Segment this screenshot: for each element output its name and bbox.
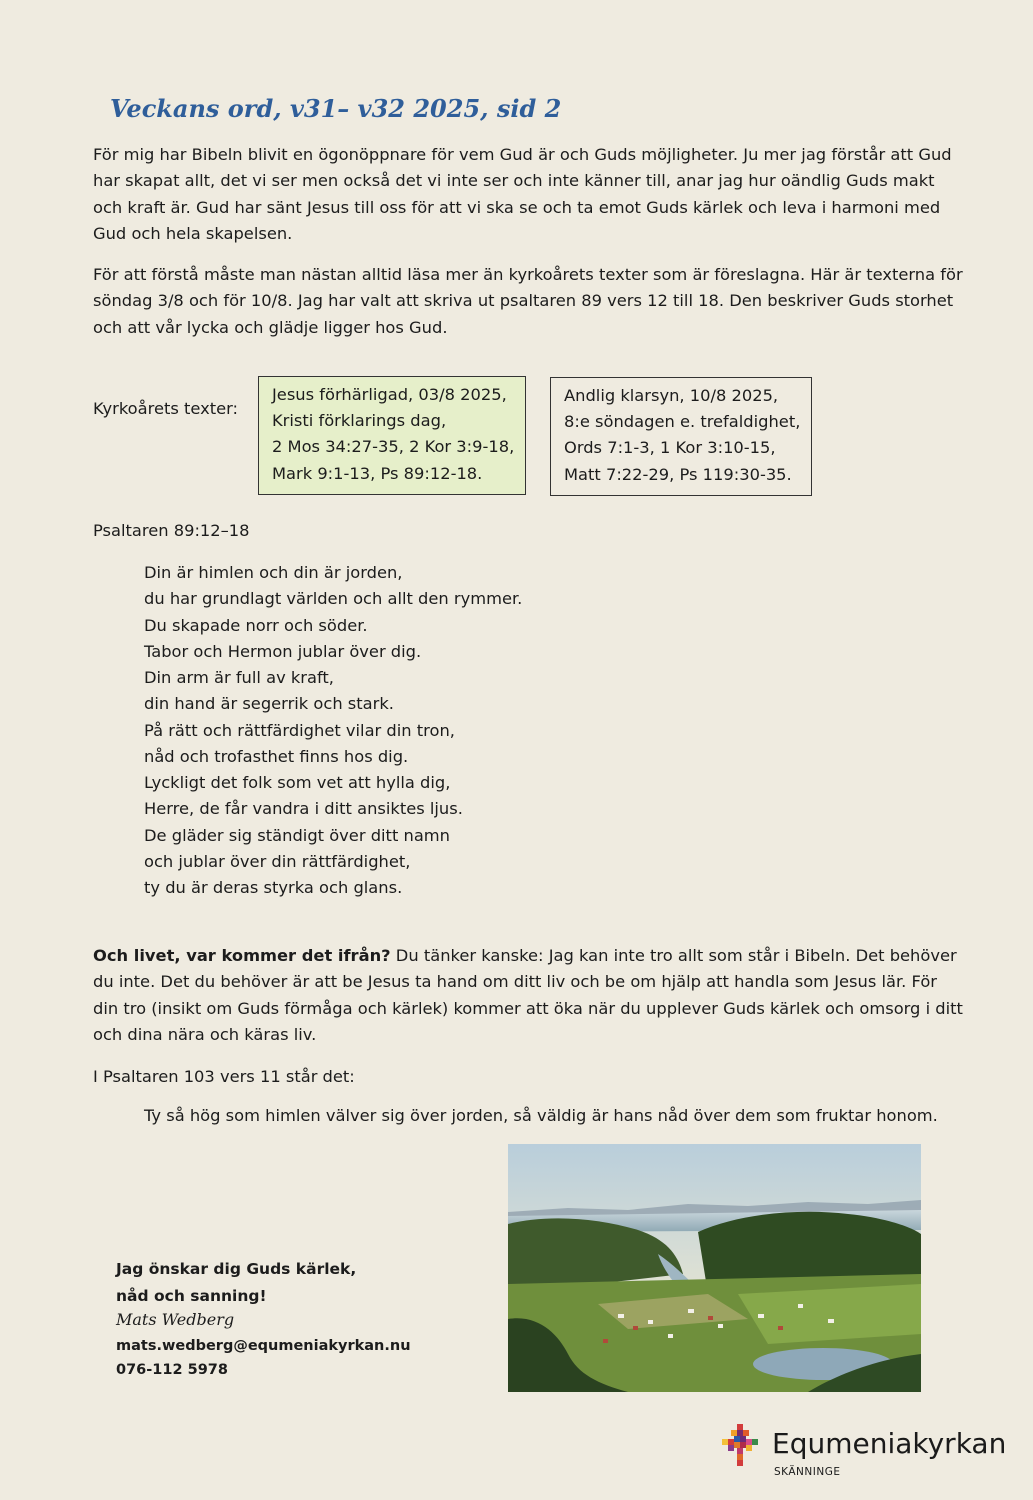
verse-line: Herre, de får vandra i ditt ansiktes ljus. (144, 799, 463, 819)
life-paragraph (93, 943, 963, 1049)
page-title: Veckans ord, v31– v32 2025, sid 2 (110, 94, 562, 123)
texts-box-aug10 (550, 377, 812, 496)
cross-logo-icon (722, 1424, 766, 1468)
intro-paragraph-2: För att förstå måste man nästan alltid läsa mer än kyrkoårets texter som är föreslagna. Här är texterna för söndag 3/8 och för 10/8. Jag har valt att skriva ut psaltaren 89 vers 12 till 18. Den beskriver Guds storhet och att vår lycka och glädje ligger hos Gud. (93, 265, 963, 337)
landscape-photo (508, 1144, 921, 1392)
contact-phone: 076-112 5978 (116, 1362, 228, 1378)
verse-line: Lyckligt det folk som vet att hylla dig, (144, 773, 451, 792)
verse-line: och jublar över din rättfärdighet, (144, 851, 411, 871)
contact-email[interactable]: mats.wedberg@equmeniakyrkan.nu (116, 1338, 411, 1354)
verse-line: ty du är deras styrka och glans. (144, 878, 403, 897)
life-lead: Och livet, var kommer det ifrån? (93, 946, 391, 965)
verse-line: du har grundlagt världen och allt den rymmer. (144, 589, 523, 609)
psalm-quote: Ty så hög som himlen välver sig över jorden, så väldig är hans nåd över dem som fruktar honom. (144, 1106, 938, 1125)
texts-label: Kyrkoårets texter: (93, 399, 239, 418)
verse-line: På rätt och rättfärdighet vilar din tron, (144, 720, 455, 740)
texts-box-line: Mark 9:1-13, Ps 89:12-18. (272, 463, 483, 483)
texts-box-line: Ords 7:1-3, 1 Kor 3:10-15, (564, 438, 776, 458)
verse-line: Du skapade norr och söder. (144, 615, 368, 635)
signature-name: Mats Wedberg (116, 1310, 235, 1329)
signoff (116, 1256, 411, 1382)
verse-line: Tabor och Hermon jublar över dig. (144, 641, 422, 661)
psalm-heading: Psaltaren 89:12–18 (93, 521, 250, 540)
logo-name: Equmeniakyrkan (772, 1427, 1007, 1460)
signoff-line-2: nåd och sanning! (116, 1286, 267, 1305)
signoff-line-1: Jag önskar dig Guds kärlek, (116, 1260, 357, 1278)
texts-box-line: Kristi förklarings dag, (272, 411, 447, 431)
texts-box-aug3 (258, 376, 526, 495)
verse-line: Din arm är full av kraft, (144, 668, 334, 687)
life-body: Du tänker kanske: Jag kan inte tro allt som står i Bibeln. Det behöver du inte. Det du behöver är att be Jesus ta hand om ditt liv och be om hjälp att handla som Jesus lär. För din tro (insikt om Guds förmåga och kärlek) kommer att öka när du upplever Guds kärlek och omsorg i ditt och dina nära och käras liv. (93, 946, 963, 1045)
psalm-reference: I Psaltaren 103 vers 11 står det: (93, 1067, 355, 1086)
psalm-verses (144, 560, 522, 901)
texts-box-line: 2 Mos 34:27-35, 2 Kor 3:9-18, (272, 437, 515, 457)
texts-box-line: Jesus förhärligad, 03/8 2025, (272, 385, 507, 404)
verse-line: De gläder sig ständigt över ditt namn (144, 825, 450, 845)
verse-line: din hand är segerrik och stark. (144, 694, 394, 714)
equmeniakyrkan-logo (722, 1424, 1022, 1484)
texts-box-line: Matt 7:22-29, Ps 119:30-35. (564, 464, 792, 484)
logo-subtitle: SKÄNNINGE (774, 1466, 841, 1478)
intro-paragraph-1: För mig har Bibeln blivit en ögonöppnare för vem Gud är och Guds möjligheter. Ju mer jag förstår att Gud har skapat allt, det vi ser men också det vi inte ser och inte känner till, anar jag hur oändlig Guds makt och kraft är. Gud har sänt Jesus till oss för att vi ska se och ta emot Guds kärlek och leva i harmoni med Gud och hela skapelsen. (93, 145, 952, 244)
verse-line: nåd och trofasthet finns hos dig. (144, 746, 409, 766)
landscape-photo-icon (508, 1144, 921, 1392)
texts-box-line: Andlig klarsyn, 10/8 2025, (564, 386, 779, 405)
verse-line: Din är himlen och din är jorden, (144, 563, 403, 582)
texts-box-line: 8:e söndagen e. trefaldighet, (564, 412, 801, 432)
